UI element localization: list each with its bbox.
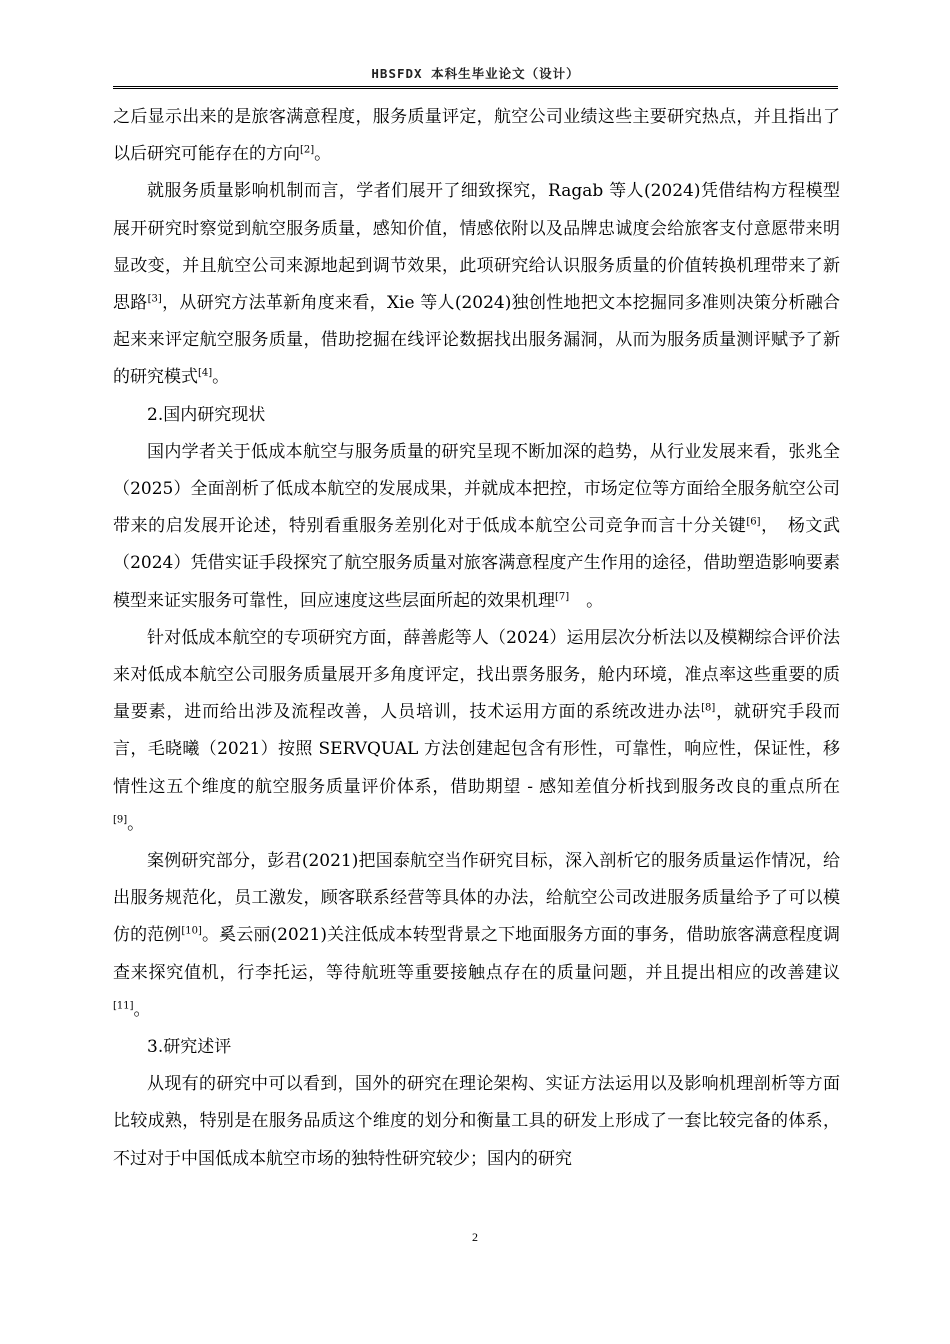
paragraph-text: 从现有的研究中可以看到，国外的研究在理论架构、实证方法运用以及影响机理剖析等方面比较成熟，特别是在服务品质这个维度的划分和衡量工具的研发上形成了一套比较完备的体系，不过对于中国低成本航空市场的独特性研究较少；国内的研究 [113, 1074, 840, 1169]
citation-marker: [4] [198, 367, 213, 379]
header-rule [113, 86, 838, 89]
paragraph-tail: 。 [314, 144, 332, 165]
paragraph-case-study [113, 843, 840, 1029]
paragraph-text: ，就研究手段而言，毛晓曦（2021）按照 SERVQUAL 方法创建起包含有形性，可靠性，响应性，保证性，移情性这五个维度的航空服务质量评价体系，借助期望 - 感知差值分析找到服务改良的重点所在 [113, 702, 841, 797]
paragraph-tail: 。 [133, 999, 151, 1020]
paragraph-text: ， 杨文武（2024）凭借实证手段探究了航空服务质量对旅客满意程度产生作用的途径，借助塑造影响要素模型来证实服务可靠性，回应速度这些层面所起的效果机理 [113, 516, 841, 611]
paragraph-mechanism [113, 173, 840, 396]
paragraph-text: 针对低成本航空的专项研究方面，薛善彪等人（2024）运用层次分析法以及模糊综合评价法来对低成本航空公司服务质量展开多角度评定，找出票务服务，舱内环境，准点率这些重要的质量要素，进而给出涉及流程改善，人员培训，技术运用方面的系统改进办法 [113, 627, 840, 723]
paragraph-tail: 。 [212, 367, 230, 388]
paragraph-tail: 。 [569, 590, 604, 611]
paragraph-text: 就服务质量影响机制而言，学者们展开了细致探究，Ragab 等人(2024)凭借结构方程模型展开研究时察觉到航空服务质量，感知价值，情感依附以及品牌忠诚度会给旅客支付意愿带来明显改变，并且航空公司来源地起到调节效果，此项研究给认识服务质量的价值转换机理带来了新思路 [113, 181, 840, 314]
paragraph-text: 之后显示出来的是旅客满意程度，服务质量评定，航空公司业绩这些主要研究热点，并且指出了以后研究可能存在的方向 [113, 107, 840, 165]
section-heading-review: 3.研究述评 [147, 1037, 232, 1058]
body-text [113, 99, 840, 1178]
citation-marker: [10] [181, 925, 202, 937]
paragraph-text: 。奚云丽(2021)关注低成本转型背景之下地面服务方面的事务，借助旅客满意程度调查来探究值机，行李托运，等待航班等重要接触点存在的质量问题，并且提出相应的改善建议 [113, 925, 840, 983]
citation-marker: [9] [113, 814, 128, 826]
paragraph-lcc-research [113, 620, 840, 843]
paragraph-tail: 。 [127, 813, 145, 834]
paragraph-text: 国内学者关于低成本航空与服务质量的研究呈现不断加深的趋势，从行业发展来看，张兆全（2025）全面剖析了低成本航空的发展成果，并就成本把控，市场定位等方面给全服务航空公司带来的启发展开论述，特别看重服务差别化对于低成本航空公司竞争而言十分关键 [113, 441, 840, 537]
citation-marker: [3] [147, 293, 162, 305]
citation-marker: [8] [701, 702, 716, 714]
paragraph-domestic [113, 434, 840, 620]
page-number: 2 [472, 1230, 478, 1244]
paragraph-continuation [113, 99, 840, 173]
citation-marker: [2] [300, 144, 315, 156]
citation-marker: [11] [113, 1000, 134, 1012]
paragraph-review [113, 1066, 840, 1178]
paragraph-text: ，从研究方法革新角度来看，Xie 等人(2024)独创性地把文本挖掘同多准则决策分析融合起来来评定航空服务质量，借助挖掘在线评论数据找出服务漏洞，从而为服务质量测评赋予了新的研究模式 [113, 293, 841, 388]
paragraph-text: 案例研究部分，彭君(2021)把国泰航空当作研究目标，深入剖析它的服务质量运作情况，给出服务规范化，员工激发，顾客联系经营等具体的办法，给航空公司改进服务质量给予了可以模仿的范例 [113, 851, 840, 946]
section-heading-domestic: 2.国内研究现状 [147, 404, 266, 425]
citation-marker: [7] [555, 590, 570, 602]
citation-marker: [6] [746, 516, 761, 528]
running-header: HBSFDX 本科生毕业论文（设计） [371, 66, 580, 81]
